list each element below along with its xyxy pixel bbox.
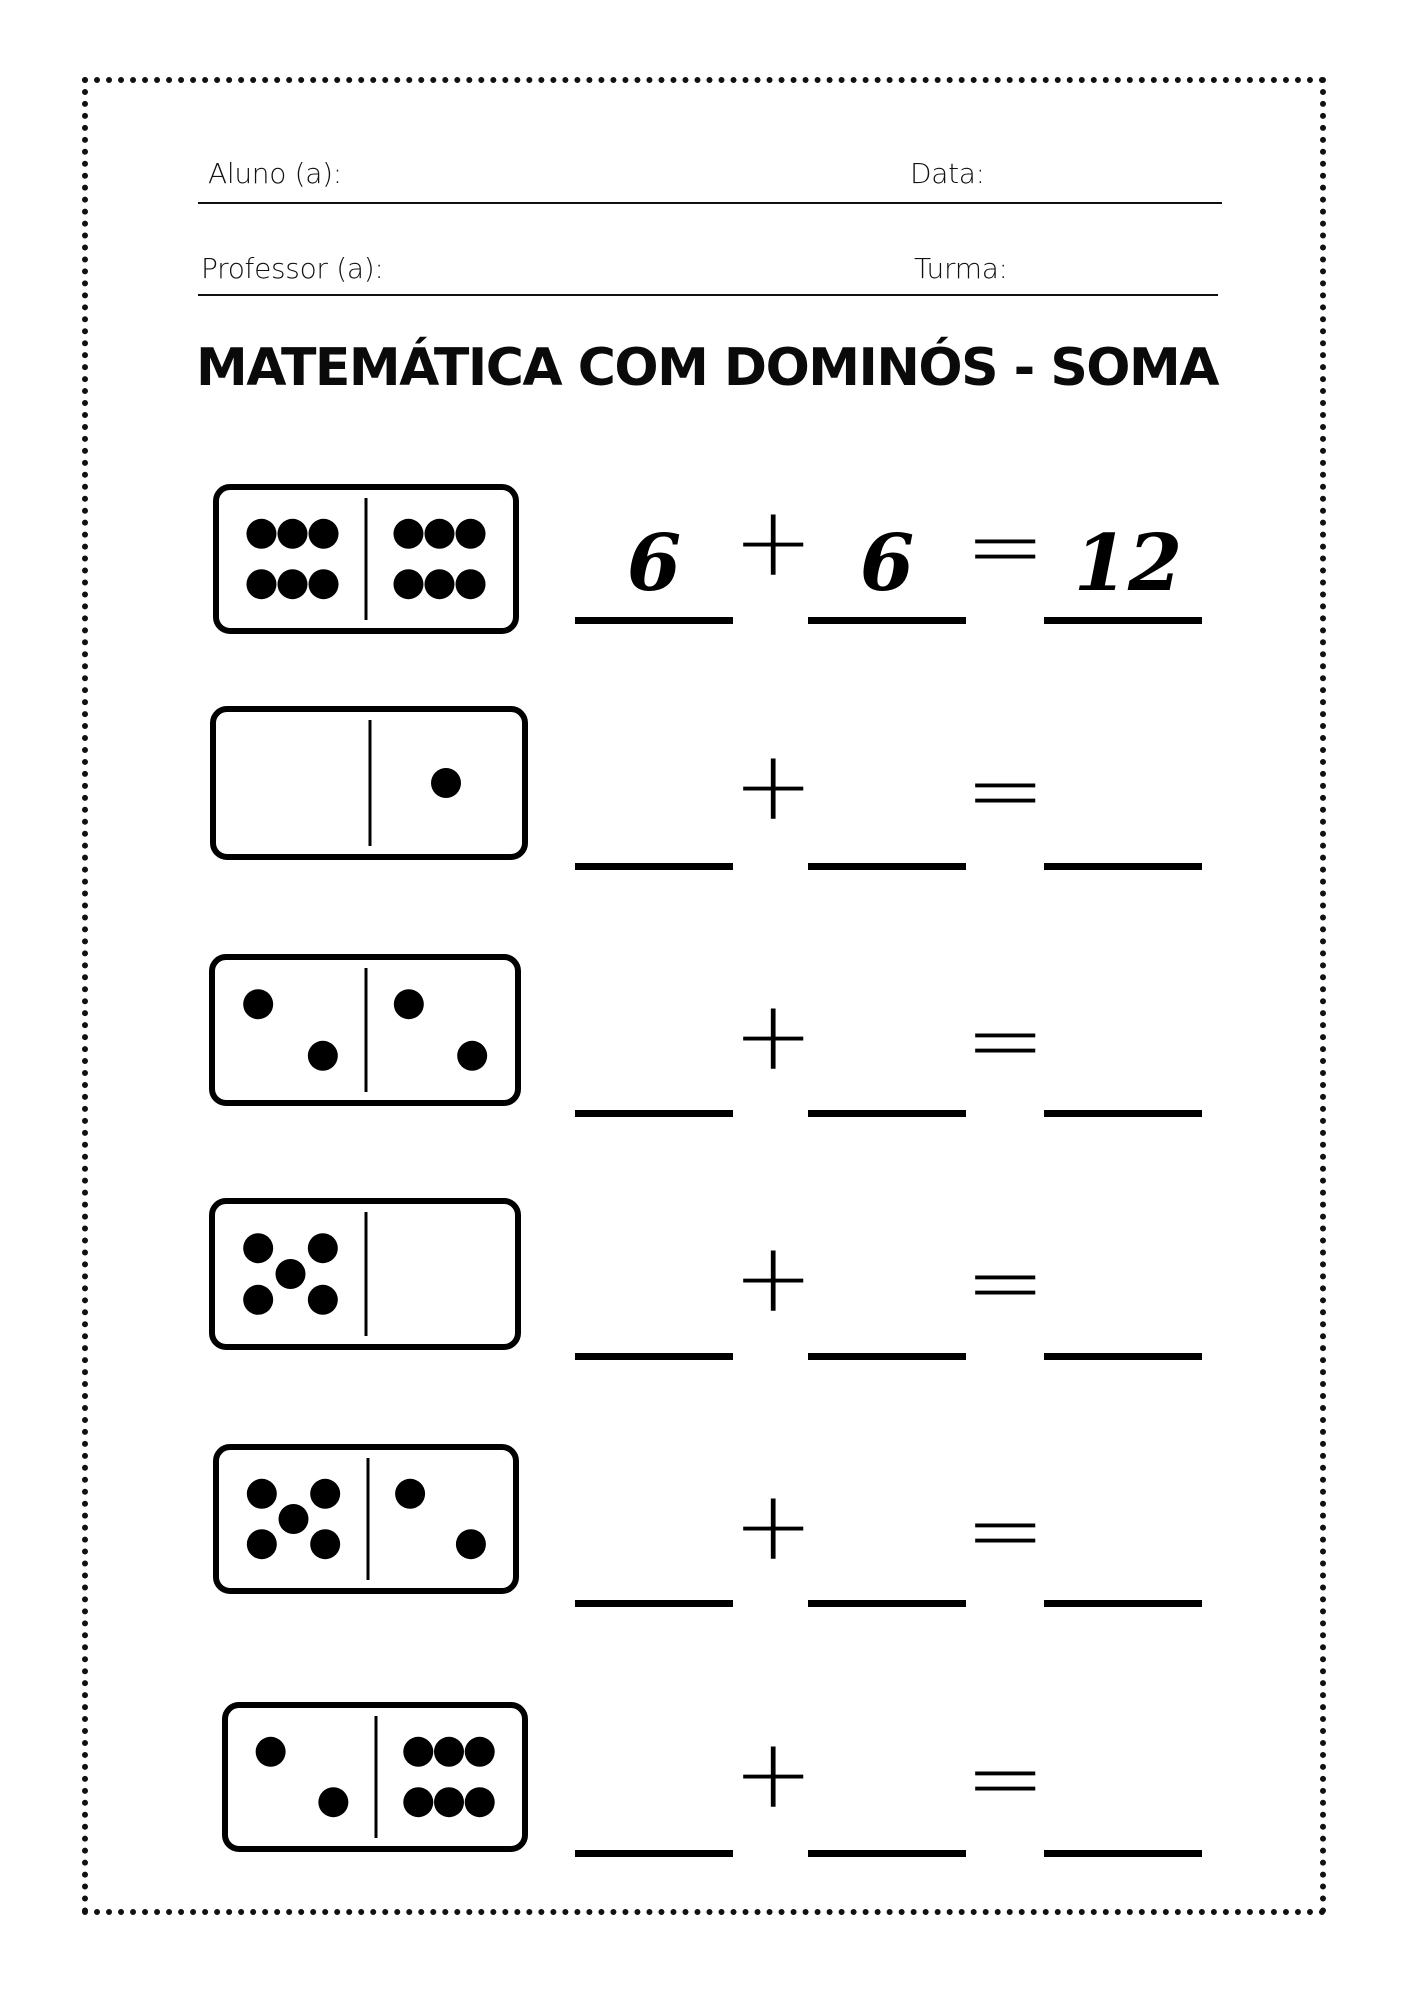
- answer-first-addend: 6: [626, 518, 682, 609]
- domino-pip-left: [247, 1479, 277, 1509]
- domino-pip-left: [309, 569, 339, 599]
- domino-pip-right: [393, 519, 423, 549]
- domino-tile: [210, 706, 528, 860]
- teacher-label: Professor (a):: [201, 252, 384, 285]
- domino-pip-left: [279, 1504, 309, 1534]
- plus-sign: +: [733, 980, 814, 1092]
- domino-pip-left: [318, 1787, 348, 1817]
- student-date-line[interactable]: [198, 202, 1222, 204]
- second-addend-blank[interactable]: [808, 1353, 966, 1360]
- domino-outline: [216, 1447, 516, 1591]
- domino-pip-left: [243, 989, 273, 1019]
- second-addend-blank[interactable]: [808, 1600, 966, 1607]
- equals-sign: =: [965, 984, 1046, 1096]
- domino-pip-left: [247, 1529, 277, 1559]
- domino-pip-right: [425, 569, 455, 599]
- domino-pip-left: [309, 519, 339, 549]
- domino-pip-right: [434, 1787, 464, 1817]
- domino-tile: [209, 1198, 521, 1350]
- domino-pip-right: [456, 1529, 486, 1559]
- sum-blank[interactable]: [1044, 1850, 1202, 1857]
- sum-blank[interactable]: [1044, 1600, 1202, 1607]
- domino-pip-right: [395, 1479, 425, 1509]
- domino-pip-left: [256, 1737, 286, 1767]
- plus-sign: +: [733, 1718, 814, 1830]
- domino-pip-left: [308, 1041, 338, 1071]
- domino-pip-right: [425, 519, 455, 549]
- domino-pip-right: [393, 569, 423, 599]
- domino-pip-left: [243, 1233, 273, 1263]
- domino-pip-left: [278, 519, 308, 549]
- domino-tile: [209, 954, 521, 1106]
- domino-pip-right: [457, 1041, 487, 1071]
- domino-pip-right: [394, 989, 424, 1019]
- answer-second-addend: 6: [859, 518, 915, 609]
- first-addend-blank[interactable]: [575, 1110, 733, 1117]
- sum-blank[interactable]: [1044, 1353, 1202, 1360]
- first-addend-blank[interactable]: [575, 863, 733, 870]
- sum-blank[interactable]: [1044, 1110, 1202, 1117]
- domino-pip-left: [308, 1285, 338, 1315]
- first-addend-blank[interactable]: [575, 617, 733, 624]
- second-addend-blank[interactable]: [808, 617, 966, 624]
- equals-sign: =: [965, 1226, 1046, 1338]
- domino-tile: [213, 484, 519, 634]
- domino-pip-left: [308, 1233, 338, 1263]
- domino-tile: [213, 1444, 519, 1594]
- equals-sign: =: [965, 490, 1046, 602]
- domino-pip-left: [246, 569, 276, 599]
- worksheet-title: MATEMÁTICA COM DOMINÓS - SOMA: [195, 338, 1219, 398]
- answer-sum: 12: [1073, 518, 1183, 609]
- domino-pip-left: [246, 519, 276, 549]
- second-addend-blank[interactable]: [808, 863, 966, 870]
- equals-sign: =: [965, 1474, 1046, 1586]
- domino-pip-left: [243, 1285, 273, 1315]
- domino-pip-right: [403, 1787, 433, 1817]
- equals-sign: =: [965, 1722, 1046, 1834]
- plus-sign: +: [733, 486, 814, 598]
- second-addend-blank[interactable]: [808, 1850, 966, 1857]
- domino-pip-right: [434, 1737, 464, 1767]
- teacher-class-line[interactable]: [198, 294, 1218, 296]
- plus-sign: +: [733, 1222, 814, 1334]
- domino-pip-right: [403, 1737, 433, 1767]
- student-label: Aluno (a):: [208, 157, 342, 190]
- domino-pip-right: [431, 768, 461, 798]
- domino-tile: [222, 1702, 528, 1852]
- plus-sign: +: [733, 730, 814, 842]
- domino-pip-right: [465, 1787, 495, 1817]
- domino-pip-right: [465, 1737, 495, 1767]
- domino-pip-left: [276, 1259, 306, 1289]
- sum-blank[interactable]: [1044, 863, 1202, 870]
- date-label: Data:: [910, 157, 985, 190]
- first-addend-blank[interactable]: [575, 1850, 733, 1857]
- first-addend-blank[interactable]: [575, 1600, 733, 1607]
- equals-sign: =: [965, 734, 1046, 846]
- plus-sign: +: [733, 1470, 814, 1582]
- domino-pip-left: [278, 569, 308, 599]
- second-addend-blank[interactable]: [808, 1110, 966, 1117]
- domino-pip-left: [310, 1529, 340, 1559]
- sum-blank[interactable]: [1044, 617, 1202, 624]
- first-addend-blank[interactable]: [575, 1353, 733, 1360]
- domino-pip-left: [310, 1479, 340, 1509]
- domino-pip-right: [456, 519, 486, 549]
- domino-pip-right: [456, 569, 486, 599]
- class-label: Turma:: [914, 252, 1008, 285]
